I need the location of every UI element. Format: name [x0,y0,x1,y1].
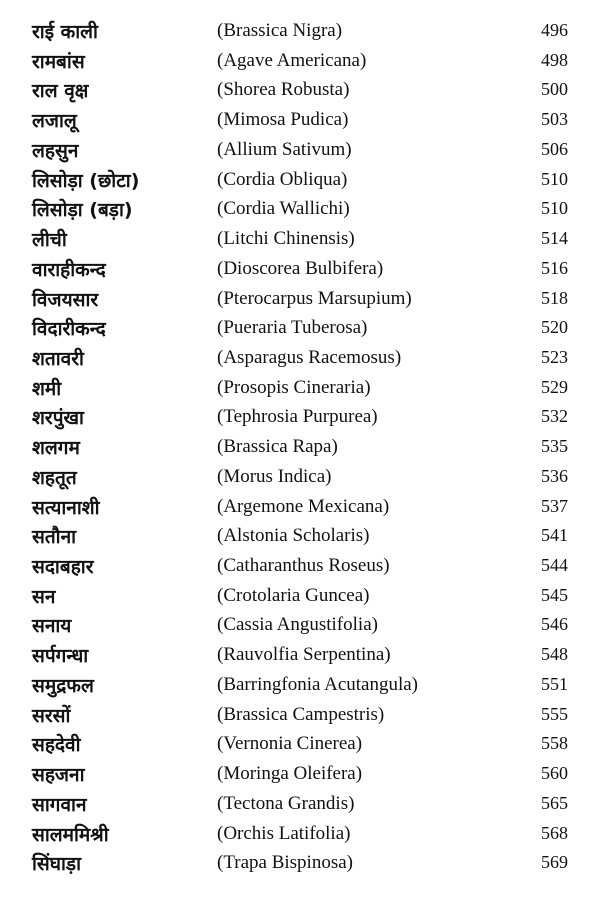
botanical-name: (Shorea Robusta) [217,79,350,101]
hindi-name: सालममिश्री [32,823,109,846]
hindi-name: विदारीकन्द [32,318,106,341]
botanical-name: (Barringfonia Acutangula) [217,673,419,695]
page-number: 529 [541,376,568,397]
hindi-name: सतौना [32,526,77,549]
index-entry [0,196,600,226]
hindi-name: सहदेवी [32,734,81,757]
botanical-name: (Cordia Obliqua) [217,168,348,190]
index-entry [0,553,600,583]
index-entry [0,286,600,316]
page-number: 548 [541,644,568,665]
page-number: 560 [541,763,568,784]
botanical-name: (Tephrosia Purpurea) [217,406,378,428]
page-number: 565 [541,792,568,813]
index-entry [0,464,600,494]
index-entry [0,167,600,197]
hindi-name: लहसुन [32,139,79,162]
hindi-name: सदाबहार [32,556,94,579]
page-number: 514 [541,228,568,249]
botanical-name: (Agave Americana) [217,49,367,71]
botanical-name: (Pueraria Tuberosa) [217,317,368,339]
index-entry [0,672,600,702]
hindi-name: राल वृक्ष [32,80,89,103]
page-number: 535 [541,436,568,457]
page-number: 544 [541,555,568,576]
botanical-name: (Tectona Grandis) [217,792,355,814]
index-entry [0,494,600,524]
index-entry [0,821,600,851]
hindi-name: सरसों [32,704,71,727]
hindi-name: लिसोड़ा (बड़ा) [32,199,133,222]
botanical-name: (Trapa Bispinosa) [217,852,353,874]
page-number: 500 [541,79,568,100]
hindi-name: सागवान [32,793,87,816]
index-entry [0,375,600,405]
botanical-name: (Brassica Campestris) [217,703,385,725]
page-number: 569 [541,852,568,873]
index-entry [0,256,600,286]
index-entry [0,107,600,137]
index-entry [0,137,600,167]
hindi-name: सिंघाड़ा [32,853,82,876]
botanical-name: (Morus Indica) [217,465,332,487]
botanical-name: (Vernonia Cinerea) [217,733,363,755]
page-number: 503 [541,109,568,130]
hindi-name: शतावरी [32,347,84,370]
index-entry [0,583,600,613]
hindi-name: वाराहीकन्द [32,258,106,281]
index-entry [0,434,600,464]
hindi-name: सत्यानाशी [32,496,100,519]
botanical-name: (Alstonia Scholaris) [217,525,370,547]
botanical-name: (Cassia Angustifolia) [217,614,378,636]
index-entry [0,18,600,48]
botanical-name: (Moringa Oleifera) [217,763,363,785]
index-entry [0,642,600,672]
page-number: 532 [541,406,568,427]
page-number: 496 [541,20,568,40]
botanical-name: (Asparagus Racemosus) [217,346,402,368]
hindi-name: लीची [32,229,67,252]
index-entry [0,612,600,642]
botanical-name: (Brassica Nigra) [217,20,343,41]
hindi-name: सहजना [32,764,85,787]
botanical-name: (Brassica Rapa) [217,436,338,458]
botanical-name: (Crotolaria Guncea) [217,584,370,606]
botanical-name: (Cordia Wallichi) [217,198,350,220]
hindi-name: लजालू [32,110,77,133]
page-number: 558 [541,733,568,754]
index-entry [0,77,600,107]
page-number: 537 [541,495,568,516]
index-entry [0,731,600,761]
hindi-name: लिसोड़ा (छोटा) [32,169,140,192]
hindi-name: शहतूत [32,466,77,489]
page-number: 520 [541,317,568,338]
index-entry [0,226,600,256]
hindi-name: शमी [32,377,62,400]
hindi-name: विजयसार [32,288,99,311]
page-number: 498 [541,49,568,70]
botanical-name: (Pterocarpus Marsupium) [217,287,412,309]
index-entry [0,761,600,791]
hindi-name: समुद्रफल [32,674,94,697]
hindi-name: रामबांस [32,50,85,73]
index-entry [0,48,600,78]
page-number: 518 [541,287,568,308]
botanical-name: (Prosopis Cineraria) [217,376,371,398]
botanical-name: (Argemone Mexicana) [217,495,390,517]
botanical-name: (Dioscorea Bulbifera) [217,257,384,279]
page-number: 510 [541,168,568,189]
index-entry [0,523,600,553]
botanical-name: (Litchi Chinensis) [217,228,355,250]
hindi-name: राई काली [32,21,98,43]
page-number: 506 [541,138,568,159]
index-entry [0,791,600,821]
botanical-name: (Catharanthus Roseus) [217,555,390,577]
page-number: 541 [541,525,568,546]
hindi-name: शरपुंखा [32,407,84,430]
page-number: 536 [541,465,568,486]
page-number: 545 [541,584,568,605]
hindi-name: सर्पगन्धा [32,645,89,668]
hindi-name: सन [32,585,56,608]
index-entry [0,702,600,732]
botanical-name: (Rauvolfia Serpentina) [217,644,391,666]
index-entry [0,404,600,434]
index-entry [0,345,600,375]
page-number: 568 [541,822,568,843]
index-entry [0,850,600,880]
page-number: 510 [541,198,568,219]
hindi-name: सनाय [32,615,72,638]
botanical-name: (Mimosa Pudica) [217,109,349,131]
page-number: 551 [541,673,568,694]
hindi-name: शलगम [32,437,80,460]
page-number: 555 [541,703,568,724]
page-number: 546 [541,614,568,635]
page-number: 516 [541,257,568,278]
page-number: 523 [541,346,568,367]
botanical-name: (Orchis Latifolia) [217,822,351,844]
index-entry [0,315,600,345]
botanical-name: (Allium Sativum) [217,138,352,160]
